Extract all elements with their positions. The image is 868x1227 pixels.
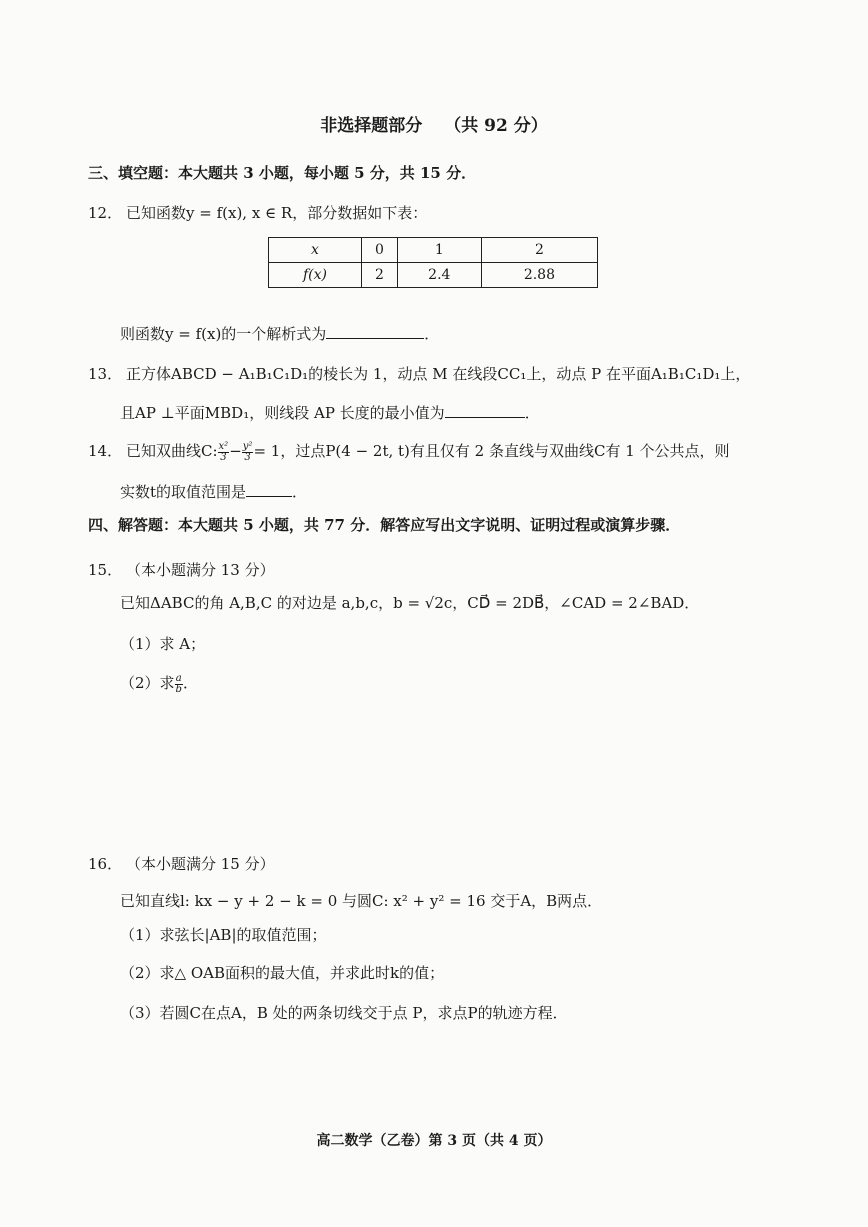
q16-part1: （1）求弦长|AB|的取值范围； bbox=[120, 926, 327, 944]
q13-answer-blank[interactable] bbox=[445, 403, 525, 418]
fraction-numerator: x² bbox=[218, 440, 229, 452]
table-cell: 2.4 bbox=[397, 263, 481, 288]
q14-fraction-y bbox=[242, 442, 254, 463]
q15-fraction bbox=[175, 674, 183, 695]
q15-part1: （1）求 A； bbox=[120, 635, 206, 653]
q15-header bbox=[88, 559, 275, 580]
q15-part2-end: ． bbox=[182, 674, 198, 692]
q14-text-start: 已知双曲线C: bbox=[126, 442, 218, 460]
q14-text-end: = 1，过点P(4 − 2t, t)有且仅有 2 条直线与双曲线C有 1 个公共点，则 bbox=[253, 442, 730, 460]
q14-line1 bbox=[88, 440, 730, 463]
section4-heading: 四、解答题：本大题共 5 小题，共 77 分．解答应写出文字说明、证明过程或演算步骤． bbox=[88, 516, 681, 534]
q12-line2-text: 则函数y = f(x)的一个解析式为 bbox=[120, 325, 327, 343]
q14-fraction-x bbox=[218, 442, 230, 463]
q16-score: （本小题满分 15 分） bbox=[126, 855, 275, 873]
q16-header bbox=[88, 853, 275, 874]
q15-line1: 已知ΔABC的角 A,B,C 的对边是 a,b,c，b = √2c，CD⃗ = 2DB⃗，∠CAD = 2∠BAD． bbox=[120, 594, 700, 612]
fraction-numerator: y² bbox=[242, 440, 253, 452]
q12-line2 bbox=[120, 323, 439, 344]
q13-line2 bbox=[120, 402, 540, 423]
q16-line1: 已知直线l: kx − y + 2 − k = 0 与圆C: x² + y² = 16 交于A，B两点． bbox=[120, 892, 603, 910]
table-cell: x bbox=[269, 238, 362, 263]
q15-part2-text: （2）求 bbox=[120, 674, 175, 692]
q13-line2-end: ． bbox=[524, 404, 540, 422]
q13-line2-text: 且AP ⊥平面MBD₁，则线段 AP 长度的最小值为 bbox=[120, 404, 445, 422]
q13-number: 13． bbox=[88, 365, 123, 383]
table-row bbox=[269, 238, 598, 263]
q12-line1 bbox=[88, 202, 427, 223]
page-title-main: 非选择题部分 bbox=[320, 116, 423, 136]
table-cell: 2.88 bbox=[481, 263, 597, 288]
q13-text: 正方体ABCD − A₁B₁C₁D₁的棱长为 1，动点 M 在线段CC₁上，动点 P 在平面A₁B₁C₁D₁上， bbox=[126, 365, 751, 383]
table-cell: f(x) bbox=[269, 263, 362, 288]
table-row bbox=[269, 263, 598, 288]
q12-answer-blank[interactable] bbox=[326, 324, 424, 339]
table-cell: 2 bbox=[362, 263, 398, 288]
q13-line1 bbox=[88, 363, 750, 384]
q16-part3: （3）若圆C在点A，B 处的两条切线交于点 P，求点P的轨迹方程． bbox=[120, 1004, 568, 1022]
fraction-numerator: a bbox=[175, 672, 182, 684]
q14-minus: − bbox=[229, 442, 242, 460]
table-cell: 1 bbox=[397, 238, 481, 263]
q16-part2: （2）求△ OAB面积的最大值，并求此时k的值； bbox=[120, 964, 445, 982]
q14-line2 bbox=[120, 481, 307, 502]
q15-number: 15． bbox=[88, 561, 123, 579]
q14-line2-text: 实数t的取值范围是 bbox=[120, 483, 247, 501]
fraction-denominator: 3 bbox=[220, 451, 227, 463]
q15-score: （本小题满分 13 分） bbox=[126, 561, 275, 579]
table-cell: 2 bbox=[481, 238, 597, 263]
q12-line2-end: ． bbox=[424, 325, 440, 343]
table-cell: 0 bbox=[362, 238, 398, 263]
q15-part2 bbox=[120, 672, 198, 695]
q12-number: 12． bbox=[88, 204, 123, 222]
page-title-score: （共 92 分） bbox=[444, 116, 548, 136]
q14-answer-blank[interactable] bbox=[246, 482, 292, 497]
section3-heading: 三、填空题：本大题共 3 小题，每小题 5 分，共 15 分． bbox=[88, 164, 477, 182]
q14-line2-end: ． bbox=[292, 483, 308, 501]
q12-data-table bbox=[268, 237, 598, 288]
q14-number: 14． bbox=[88, 442, 123, 460]
q16-number: 16． bbox=[88, 855, 123, 873]
q12-text: 已知函数y = f(x), x ∈ R，部分数据如下表： bbox=[126, 204, 428, 222]
fraction-denominator: 3 bbox=[244, 451, 251, 463]
fraction-denominator: b bbox=[175, 683, 182, 695]
page-footer: 高二数学（乙卷）第 3 页（共 4 页） bbox=[316, 1133, 552, 1149]
page-title bbox=[0, 111, 868, 136]
